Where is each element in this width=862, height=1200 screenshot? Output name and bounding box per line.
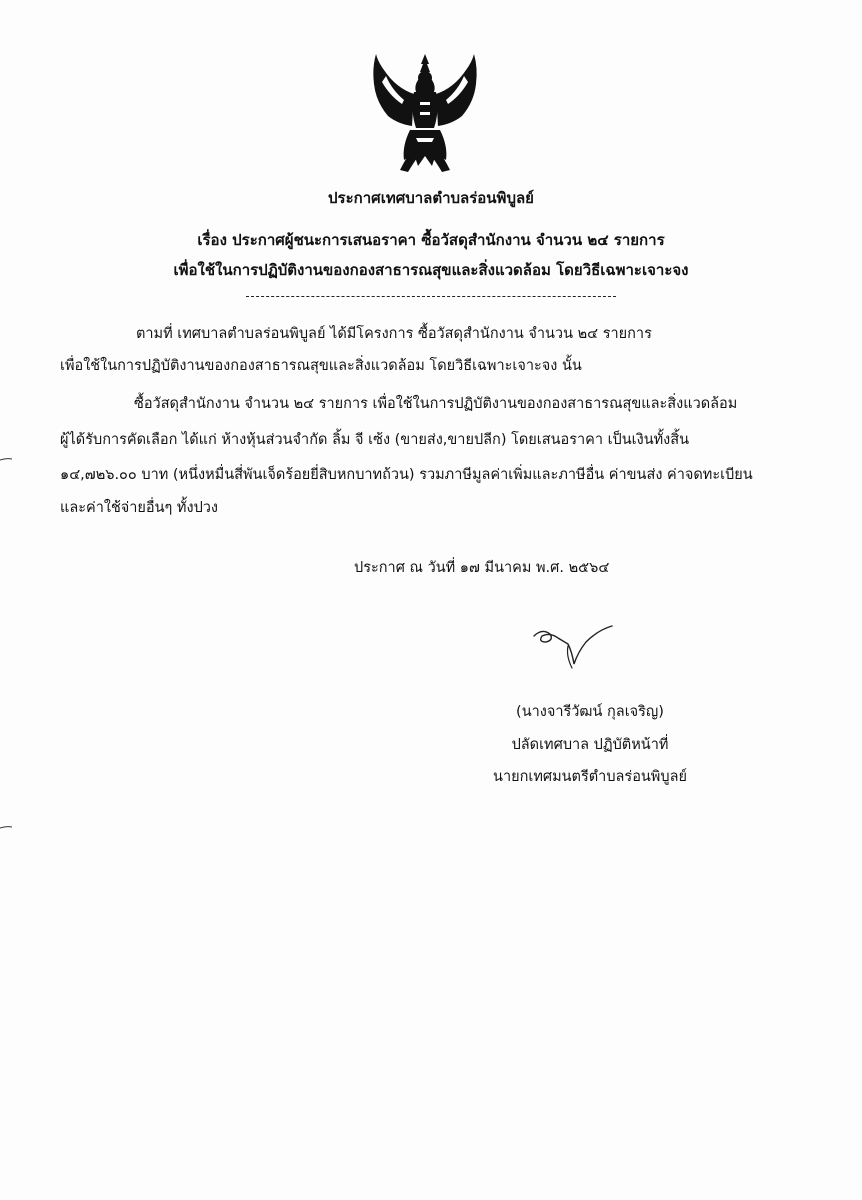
- garuda-emblem-icon: [366, 50, 484, 178]
- scan-mark: [0, 458, 14, 461]
- document-subject: เรื่อง ประกาศผู้ชนะการเสนอราคา ซื้อวัสดุสำนักงาน จำนวน ๒๔ รายการ: [197, 231, 665, 249]
- para1-line1: ตามที่ เทศบาลตำบลร่อนพิบูลย์ ได้มีโครงการ ซื้อวัสดุสำนักงาน จำนวน ๒๔ รายการ: [136, 326, 652, 342]
- signatory-position: ปลัดเทศบาล ปฏิบัติหน้าที่: [511, 737, 669, 753]
- announcement-date: ประกาศ ณ วันที่ ๑๗ มีนาคม พ.ศ. ๒๕๖๔: [354, 560, 610, 576]
- para2-line1: ซื้อวัสดุสำนักงาน จำนวน ๒๔ รายการ เพื่อใช้ในการปฏิบัติงานของกองสาธารณสุขและสิ่งแวดล้อม: [134, 396, 738, 412]
- document-title: ประกาศเทศบาลตำบลร่อนพิบูลย์: [328, 189, 534, 207]
- scan-mark: [0, 826, 14, 829]
- para2-line3: ๑๔,๗๒๖.๐๐ บาท (หนึ่งหมื่นสี่พันเจ็ดร้อยยี่สิบหกบาทถ้วน) รวมภาษีมูลค่าเพิ่มและภาษีอื่น ค่าขนส่ง ค่าจดทะเบียน: [60, 467, 753, 483]
- divider-line: [246, 296, 616, 297]
- document-subject-line2: เพื่อใช้ในการปฏิบัติงานของกองสาธารณสุขและสิ่งแวดล้อม โดยวิธีเฉพาะเจาะจง: [173, 261, 689, 279]
- handwritten-signature: [528, 622, 624, 672]
- para1-line2: เพื่อใช้ในการปฏิบัติงานของกองสาธารณสุขและสิ่งแวดล้อม โดยวิธีเฉพาะเจาะจง นั้น: [60, 358, 582, 374]
- signatory-name: (นางจารีวัฒน์ กุลเจริญ): [516, 704, 664, 720]
- signatory-acting-as: นายกเทศมนตรีตำบลร่อนพิบูลย์: [493, 769, 687, 785]
- para2-line2: ผู้ได้รับการคัดเลือก ได้แก่ ห้างหุ้นส่วนจำกัด ลิ้ม จี เซ้ง (ขายส่ง,ขายปลีก) โดยเสนอราคา เป็นเงินทั้งสิ้น: [60, 432, 690, 448]
- para2-line4: และค่าใช้จ่ายอื่นๆ ทั้งปวง: [60, 500, 218, 516]
